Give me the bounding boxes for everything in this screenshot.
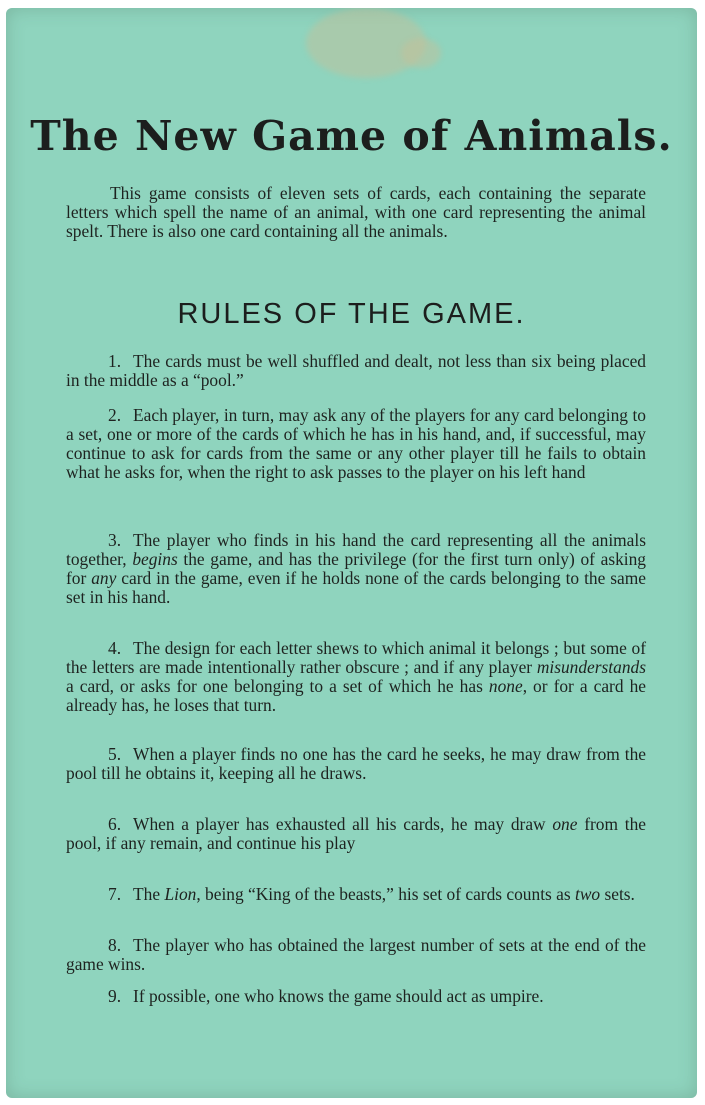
rule-number: 6. bbox=[108, 814, 122, 834]
rule-text: The design for each letter shews to which animal it belongs ; but some of the letters are made intentionally rather obscure ; and if any player bbox=[66, 638, 646, 677]
rule-emphasis: none bbox=[488, 676, 523, 696]
rule-7 bbox=[66, 885, 646, 904]
rule-text: Each player, in turn, may ask any of the players for any card belonging to a set, one or more of the cards of which he has in his hand, and, if successful, may continue to ask for cards from the same or any other player till he fails to obtain what he asks for, when the right to ask passes to the player on his left hand bbox=[66, 405, 646, 482]
rule-emphasis: Lion bbox=[164, 884, 197, 904]
rule-text: , or for a card he already has, he loses that turn. bbox=[66, 676, 646, 715]
rule-text: The player who finds in his hand the card representing all the animals together, bbox=[66, 530, 646, 569]
rule-number: 4. bbox=[108, 638, 122, 658]
rule-8 bbox=[66, 936, 646, 974]
worn-stain bbox=[401, 38, 441, 68]
rule-emphasis: begins bbox=[132, 549, 178, 569]
rule-text: the game, and has the privilege (for the first turn only) of asking for bbox=[66, 549, 647, 588]
rule-1 bbox=[66, 352, 646, 390]
rule-emphasis: misunderstands bbox=[536, 657, 646, 677]
rule-9 bbox=[66, 987, 646, 1006]
intro-paragraph: This game consists of eleven sets of cards, each containing the separate letters which spell the name of an animal, with one card representing the animal spelt. There is also one card containing all the animals. bbox=[66, 183, 646, 241]
rule-emphasis: any bbox=[91, 568, 117, 588]
rule-number: 1. bbox=[108, 351, 122, 371]
rule-2 bbox=[66, 406, 646, 482]
page-title: The New Game of Animals. bbox=[30, 112, 673, 160]
rule-4 bbox=[66, 639, 646, 715]
rule-6 bbox=[66, 815, 646, 853]
rule-text: The player who has obtained the largest number of sets at the end of the game wins. bbox=[66, 935, 646, 974]
rule-text: sets. bbox=[600, 884, 635, 904]
rule-text: When a player has exhausted all his cards, he may draw bbox=[133, 814, 553, 834]
rule-number: 8. bbox=[108, 935, 122, 955]
rule-text: a card, or asks for one belonging to a set of which he has bbox=[66, 676, 489, 696]
rule-5 bbox=[66, 745, 646, 783]
rule-number: 7. bbox=[108, 884, 122, 904]
rules-heading: RULES OF THE GAME. bbox=[177, 298, 526, 330]
rule-number: 2. bbox=[108, 405, 122, 425]
rule-number: 9. bbox=[108, 986, 122, 1006]
rule-text: , being “King of the beasts,” his set of cards counts as bbox=[196, 884, 575, 904]
rule-emphasis: one bbox=[552, 814, 578, 834]
rule-text: When a player finds no one has the card he seeks, he may draw from the pool till he obtains it, keeping all he draws. bbox=[66, 744, 646, 783]
rule-3 bbox=[66, 531, 646, 607]
rule-text: If possible, one who knows the game should act as umpire. bbox=[133, 986, 544, 1006]
rule-number: 3. bbox=[108, 530, 122, 550]
rule-text: The bbox=[133, 884, 165, 904]
rule-number: 5. bbox=[108, 744, 122, 764]
rule-text: from the pool, if any remain, and continue his play bbox=[66, 814, 646, 853]
rule-text: The cards must be well shuffled and dealt, not less than six being placed in the middle as a “pool.” bbox=[66, 351, 646, 390]
rule-text: card in the game, even if he holds none of the cards belonging to the same set in his hand. bbox=[66, 568, 646, 607]
rule-emphasis: two bbox=[574, 884, 601, 904]
rules-card bbox=[6, 8, 697, 1098]
